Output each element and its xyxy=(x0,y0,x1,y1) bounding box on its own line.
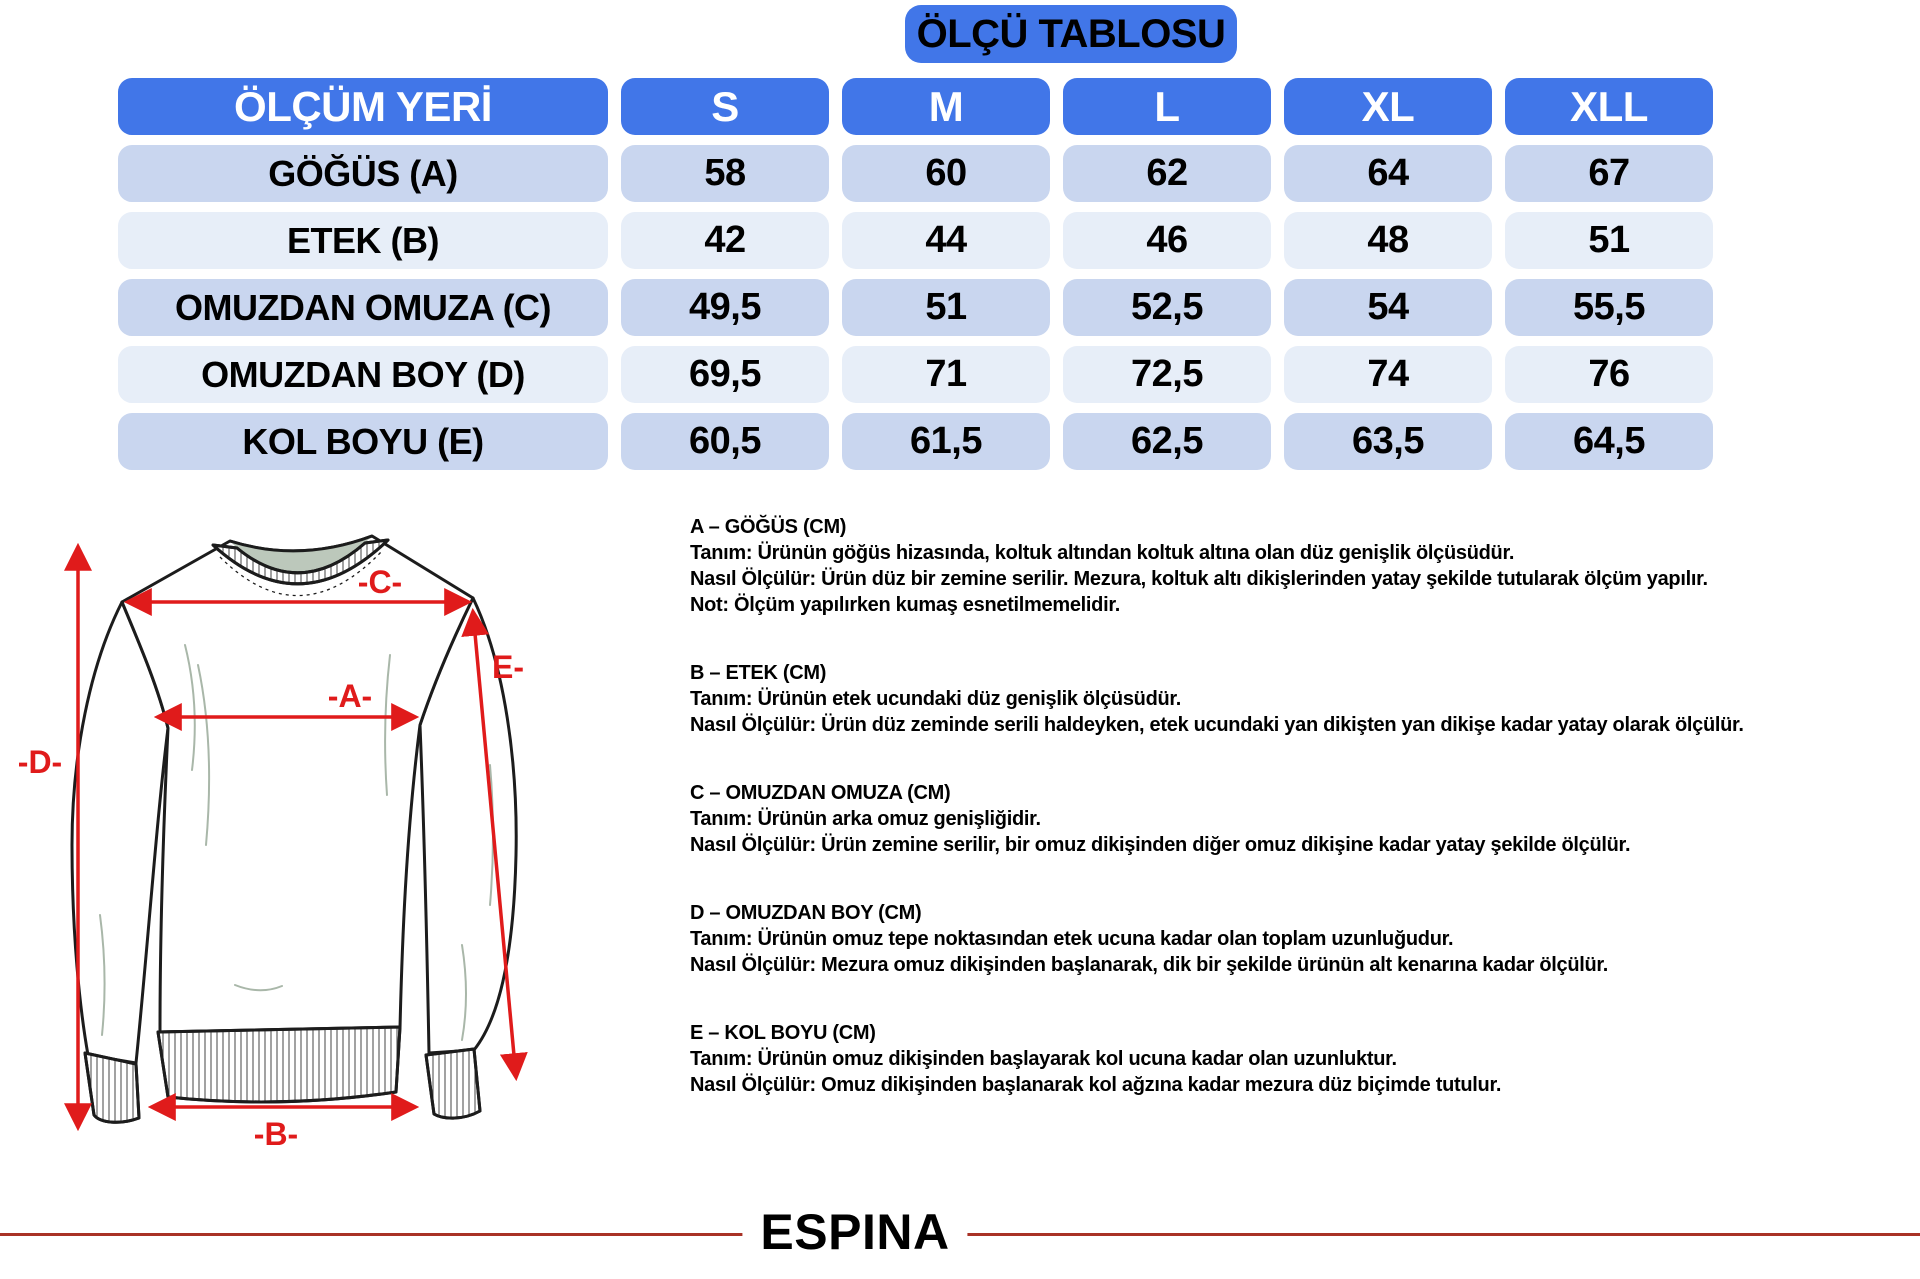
hem-band-rib xyxy=(158,1027,400,1102)
sweatshirt-diagram xyxy=(10,515,570,1155)
page-title: ÖLÇÜ TABLOSU xyxy=(905,5,1237,63)
description-e xyxy=(690,1020,1744,1098)
description-text: Tanım: Ürünün göğüs hizasında, koltuk altından koltuk altına olan düz genişlik ölçüsüdür. xyxy=(690,542,1515,564)
description-text: Not: Ölçüm yapılırken kumaş esnetilmemelidir. xyxy=(690,594,1120,616)
column-header-s: S xyxy=(621,78,829,135)
cell-value: 62,5 xyxy=(1063,413,1271,470)
cell-value: 42 xyxy=(621,212,829,269)
cell-value: 71 xyxy=(842,346,1050,403)
description-heading: B – ETEK (CM) xyxy=(690,662,827,684)
size-table xyxy=(118,78,1713,470)
description-d xyxy=(690,900,1744,978)
description-text: Nasıl Ölçülür: Ürün zemine serilir, bir omuz dikişinden diğer omuz dikişine kadar yatay şekilde ölçülür. xyxy=(690,834,1631,856)
cell-value: 46 xyxy=(1063,212,1271,269)
cell-value: 63,5 xyxy=(1284,413,1492,470)
measure-label-e: E- xyxy=(492,649,524,685)
measure-arrow-d xyxy=(18,547,78,1127)
cell-value: 74 xyxy=(1284,346,1492,403)
cell-value: 51 xyxy=(842,279,1050,336)
measure-label-b: -B- xyxy=(253,1116,299,1152)
description-b xyxy=(690,660,1744,738)
description-text: Tanım: Ürünün omuz tepe noktasından etek ucuna kadar olan toplam uzunluğudur. xyxy=(690,928,1454,950)
table-row xyxy=(118,279,1713,336)
description-text: Nasıl Ölçülür: Omuz dikişinden başlanarak kol ağzına kadar mezura düz biçimde tutulur. xyxy=(690,1074,1502,1096)
column-header-xl: XL xyxy=(1284,78,1492,135)
cell-value: 72,5 xyxy=(1063,346,1271,403)
cell-value: 52,5 xyxy=(1063,279,1271,336)
row-label: OMUZDAN OMUZA (C) xyxy=(118,279,608,336)
measurement-descriptions xyxy=(690,514,1744,1140)
column-header-m: M xyxy=(842,78,1050,135)
left-cuff-rib xyxy=(85,1053,139,1122)
row-label: KOL BOYU (E) xyxy=(118,413,608,470)
cell-value: 58 xyxy=(621,145,829,202)
measure-label-a: -A- xyxy=(327,678,373,714)
cell-value: 64 xyxy=(1284,145,1492,202)
table-row xyxy=(118,145,1713,202)
row-label: ETEK (B) xyxy=(118,212,608,269)
description-heading: E – KOL BOYU (CM) xyxy=(690,1022,876,1044)
description-text: Nasıl Ölçülür: Ürün düz bir zemine serilir. Mezura, koltuk altı dikişlerinden yatay şekilde tutularak ölçüm yapılır. xyxy=(690,568,1708,590)
cell-value: 49,5 xyxy=(621,279,829,336)
cell-value: 44 xyxy=(842,212,1050,269)
cell-value: 60,5 xyxy=(621,413,829,470)
cell-value: 64,5 xyxy=(1505,413,1713,470)
column-header-xll: XLL xyxy=(1505,78,1713,135)
cell-value: 48 xyxy=(1284,212,1492,269)
measure-arrow-b xyxy=(152,1107,415,1152)
description-text: Tanım: Ürünün etek ucundaki düz genişlik ölçüsüdür. xyxy=(690,688,1182,710)
description-text: Nasıl Ölçülür: Mezura omuz dikişinden başlanarak, dik bir şekilde ürünün alt kenarına kadar ölçülür. xyxy=(690,954,1609,976)
measure-label-d: -D- xyxy=(17,744,63,780)
row-label: GÖĞÜS (A) xyxy=(118,145,608,202)
right-cuff-rib xyxy=(426,1049,480,1118)
description-text: Tanım: Ürünün omuz dikişinden başlayarak kol ucuna kadar olan uzunluktur. xyxy=(690,1048,1397,1070)
cell-value: 67 xyxy=(1505,145,1713,202)
cell-value: 62 xyxy=(1063,145,1271,202)
description-text: Tanım: Ürünün arka omuz genişliğidir. xyxy=(690,808,1041,830)
cell-value: 69,5 xyxy=(621,346,829,403)
table-row xyxy=(118,413,1713,470)
row-label: OMUZDAN BOY (D) xyxy=(118,346,608,403)
cell-value: 61,5 xyxy=(842,413,1050,470)
brand-logo: ESPINA xyxy=(742,1203,967,1261)
table-row xyxy=(118,212,1713,269)
table-header-row xyxy=(118,78,1713,135)
cell-value: 54 xyxy=(1284,279,1492,336)
garment-body xyxy=(122,536,473,1032)
column-header-measure: ÖLÇÜM YERİ xyxy=(118,78,608,135)
table-row xyxy=(118,346,1713,403)
description-heading: A – GÖĞÜS (CM) xyxy=(690,516,847,538)
column-header-l: L xyxy=(1063,78,1271,135)
description-a xyxy=(690,514,1744,618)
measure-label-c: -C- xyxy=(357,564,403,600)
cell-value: 60 xyxy=(842,145,1050,202)
description-heading: D – OMUZDAN BOY (CM) xyxy=(690,902,922,924)
cell-value: 76 xyxy=(1505,346,1713,403)
cell-value: 51 xyxy=(1505,212,1713,269)
description-text: Nasıl Ölçülür: Ürün düz zeminde serili haldeyken, etek ucundaki yan dikişten yan dikişe kadar yatay olarak ölçülür. xyxy=(690,714,1744,736)
cell-value: 55,5 xyxy=(1505,279,1713,336)
description-heading: C – OMUZDAN OMUZA (CM) xyxy=(690,782,951,804)
description-c xyxy=(690,780,1744,858)
